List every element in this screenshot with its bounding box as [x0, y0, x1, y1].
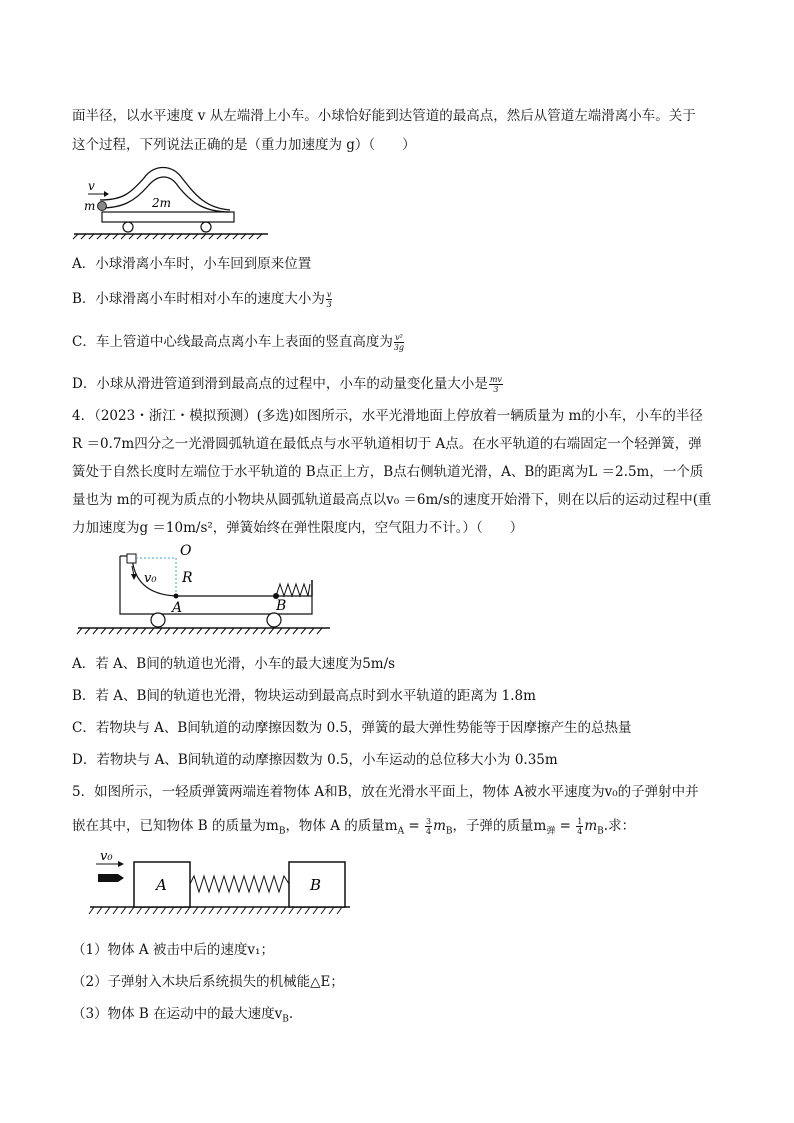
q3-fig-m-label: m: [84, 199, 96, 213]
q5-fig-a-label: A: [156, 876, 167, 894]
q3-option-d-fraction: [489, 375, 503, 394]
q4-option-a: A．若 A、B间的轨道也光滑，小车的最大速度为5m/s: [72, 656, 396, 672]
q4-option-d: D．若物块与 A、B间轨道的动摩擦因数为 0.5，小车运动的总位移大小为 0.35m: [72, 752, 558, 768]
q5-stem-line2: [72, 814, 635, 837]
q4-fig-b-label: B: [276, 598, 287, 614]
q4-fig-v0-label: v₀: [144, 571, 157, 586]
q3-fig-v-label: v: [88, 179, 95, 193]
q5-sub-i: 弹: [546, 826, 556, 837]
q3-option-b-text: B．小球滑离小车时相对小车的速度大小为: [72, 291, 325, 307]
q5-text-f: m: [433, 818, 446, 834]
q4-fig-r-label: R: [182, 570, 193, 586]
frac-den: 3g: [393, 343, 405, 352]
frac-den: 3: [326, 300, 332, 309]
q5-fig-v0-label: v₀: [100, 850, 113, 864]
q3-option-b-fraction: [326, 290, 333, 309]
q3-stem-line2: 这个过程，下列说法正确的是（重力加速度为 g）（ ）: [72, 137, 416, 153]
q5-sub-g: B: [445, 826, 453, 837]
q5-subquestion-2: （2）子弹射入木块后系统损失的机械能△E；: [72, 974, 344, 990]
q4-stem-line1: 4．（2023・浙江・模拟预测）(多选)如图所示，水平光滑地面上停放着一辆质量为 m的小车，小车的半径: [72, 408, 703, 424]
q4-option-c: C．若物块与 A、B间轨道的动摩擦因数为 0.5，弹簧的最大弹性势能等于因摩擦产生的总热量: [72, 720, 632, 736]
q5-fig-b-label: B: [310, 876, 322, 894]
frac-num: 1: [577, 817, 583, 826]
q4-figure-arc-cart: [72, 540, 332, 640]
frac-num: 3: [425, 817, 432, 826]
q4-fig-a-label: A: [172, 600, 183, 616]
q4-fig-o-label: O: [180, 543, 192, 559]
q4-stem-line3: 簧处于自然长度时左端位于水平轨道的 B点正上方，B点右侧轨道光滑，A、B的距离为L ＝2.5m，一个质: [72, 464, 704, 480]
q3-figure-pipe-cart: [72, 160, 272, 240]
q3-fig-2m-label: 2m: [152, 196, 172, 210]
q5-fraction-1: [425, 817, 432, 836]
q3-option-a: A．小球滑离小车时，小车回到原来位置: [72, 256, 312, 272]
frac-num: mv: [489, 375, 502, 384]
q4-stem-line4: 量也为 m的可视为质点的小物块从圆弧轨道最高点以v₀ ＝6m/s的速度开始滑下，则在以后的运动过程中(重: [72, 492, 712, 508]
q5-sub-b: B: [278, 826, 286, 837]
q4-stem-line5: 力加速度为g ＝10m/s²，弹簧始终在弹性限度内，空气阻力不计。）（ ）: [72, 520, 524, 536]
frac-den: 4: [425, 827, 432, 836]
frac-num: v²: [395, 333, 403, 342]
q5-text-a: 嵌在其中，已知物体 B 的质量为m: [72, 818, 279, 834]
q5-figure-spring-blocks: [86, 850, 356, 920]
q5-stem-line1: 5．如图所示，一轻质弹簧两端连着物体 A和B，放在光滑水平面上，物体 A被水平速度为v₀的子弹射中并: [72, 784, 699, 800]
frac-den: 3: [493, 385, 499, 394]
q5-subquestion-3-sub: B: [282, 1014, 289, 1025]
q5-subquestion-3-end: .: [288, 1006, 294, 1022]
q3-option-d-text: D．小球从滑进管道到滑到最高点的过程中，小车的动量变化量大小是: [72, 376, 488, 392]
q3-option-c-text: C．车上管道中心线最高点离小车上表面的竖直高度为: [72, 334, 393, 350]
q5-text-c: ，物体 A 的质量m: [285, 818, 398, 834]
q4-option-b: B．若 A、B间的轨道也光滑，物块运动到最高点时到水平轨道的距离为 1.8m: [72, 688, 536, 704]
q5-text-m: .求：: [603, 818, 636, 834]
q3-option-c-fraction: [394, 333, 404, 352]
q4-stem-line2: R ＝0.7m四分之一光滑圆弧轨道在最低点与水平轨道相切于 A点。在水平轨道的右端固定一个轻弹簧，弹: [72, 436, 702, 452]
q5-sub-d: A: [397, 826, 405, 837]
q5-subquestion-3-text: （3）物体 B 在运动中的最大速度v: [72, 1006, 283, 1022]
q5-subquestion-1: （1）物体 A 被击中后的速度v₁；: [72, 942, 274, 958]
q5-fraction-2: [576, 817, 583, 836]
q5-text-h: ，子弹的质量m: [452, 818, 547, 834]
q5-text-j: =: [555, 818, 576, 834]
q3-stem-line1: 面半径，以水平速度 v 从左端滑上小车。小球恰好能到达管道的最高点，然后从管道左端滑离小车。关于: [72, 108, 696, 124]
q5-text-e: =: [404, 818, 424, 834]
frac-num: v: [326, 290, 332, 299]
q5-text-k: m: [584, 818, 598, 834]
q5-sub-l: B: [597, 826, 604, 837]
q3-option-d: [72, 372, 504, 394]
frac-den: 4: [577, 827, 583, 836]
q5-subquestion-3: [72, 1002, 293, 1025]
q3-option-b: [72, 287, 333, 309]
q3-option-c: [72, 330, 405, 352]
